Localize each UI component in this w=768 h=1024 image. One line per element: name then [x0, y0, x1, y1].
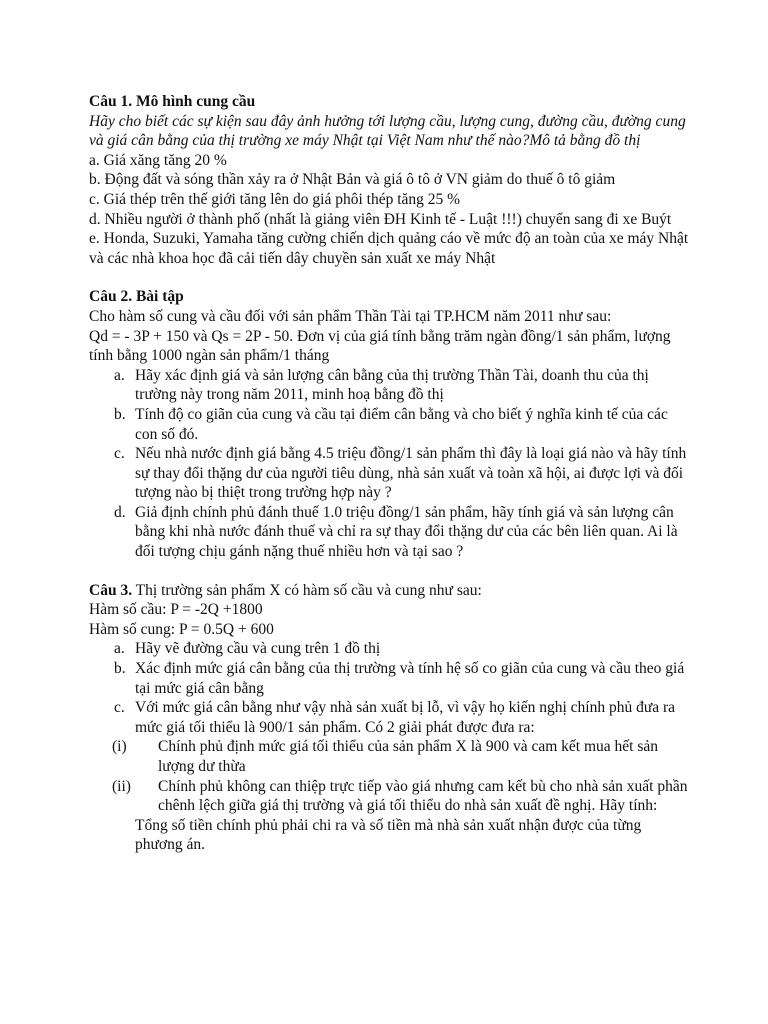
- question-3-closing: Tổng số tiền chính phủ phải chi ra và số tiền mà nhà sản xuất nhận được của từng phương án.: [135, 816, 642, 854]
- supply-function: Hàm số cung: P = 0.5Q + 600: [89, 620, 274, 638]
- question-1-item-c: c. Giá thép trên thế giới tăng lên do giá phôi thép tăng 25 %: [89, 190, 461, 208]
- question-3-item-b: [89, 659, 689, 698]
- question-1-title: Câu 1. Mô hình cung cầu: [89, 93, 256, 110]
- option-text: Chính phủ định mức giá tối thiểu của sản phẩm X là 900 và cam kết mua hết sản lượng dư thừa: [158, 738, 658, 775]
- option-label: (ii): [112, 777, 131, 795]
- question-1-prompt: Hãy cho biết các sự kiện sau đây ảnh hưởng tới lượng cầu, lượng cung, đường cầu, đường cung và giá cân bằng của thị trường xe máy Nhật tại Việt Nam như thế nào?Mô tả bằng đồ thị: [89, 112, 686, 150]
- item-text: Giả định chính phủ đánh thuế 1.0 triệu đồng/1 sản phẩm, hãy tính giá và sản lượng cân bằng khi nhà nước đánh thuế và chỉ ra sự thay đổi thặng dư của các bên liên quan. Ai là đối tượng chịu gánh nặng thuế nhiều hơn và tại sao ?: [135, 503, 678, 561]
- item-text: Xác định mức giá cân bằng của thị trường và tính hệ số co giãn của cung và cầu theo giá tại mức giá cân bằng: [135, 660, 685, 697]
- item-label: b.: [114, 660, 126, 678]
- question-3-option-ii: [89, 777, 689, 816]
- question-2-item-d: [89, 503, 689, 562]
- item-label: a.: [114, 366, 125, 384]
- question-2-item-c: [89, 444, 689, 503]
- question-3: [89, 581, 689, 855]
- question-1-item-b: b. Động đất và sóng thần xảy ra ở Nhật Bản và giá ô tô ở VN giảm do thuế ô tô giảm: [89, 171, 616, 189]
- demand-function: Hàm số cầu: P = -2Q +1800: [89, 601, 263, 619]
- question-1-item-e: e. Honda, Suzuki, Yamaha tăng cường chiến dịch quảng cáo về mức độ an toàn của xe máy Nhật và các nhà khoa học đã cải tiến dây chuyền sản xuất xe máy Nhật: [89, 230, 689, 267]
- question-1-item-a: a. Giá xăng tăng 20 %: [89, 151, 227, 169]
- item-text: Hãy vẽ đường cầu và cung trên 1 đồ thị: [135, 640, 381, 658]
- question-3-item-c: [89, 698, 689, 737]
- question-2-intro-line-2: Qd = - 3P + 150 và Qs = 2P - 50. Đơn vị của giá tính bằng trăm ngàn đồng/1 sản phẩm, lượng tính bằng 1000 ngàn sản phẩm/1 tháng: [89, 327, 671, 365]
- question-1-item-d: d. Nhiều người ở thành phố (nhất là giảng viên ĐH Kinh tế - Luật !!!) chuyển sang đi xe Buýt: [89, 210, 672, 228]
- item-label: a.: [114, 640, 125, 658]
- question-3-heading: [89, 581, 689, 601]
- item-text: Với mức giá cân bằng như vậy nhà sản xuất bị lỗ, vì vậy họ kiến nghị chính phủ đưa ra mức giá tối thiểu là 900/1 sản phẩm. Có 2 giải phát được đưa ra:: [135, 699, 676, 736]
- item-text: Tính độ co giãn của cung và cầu tại điểm cân bằng và cho biết ý nghĩa kinh tế của các con số đó.: [135, 405, 668, 443]
- option-label: (i): [112, 738, 127, 756]
- item-label: c.: [114, 445, 125, 463]
- question-2-intro-line-1: Cho hàm số cung và cầu đối với sản phẩm Thần Tài tại TP.HCM năm 2011 như sau:: [89, 307, 612, 325]
- item-label: c.: [114, 699, 125, 717]
- question-2-title: Câu 2. Bài tập: [89, 288, 184, 306]
- item-label: d.: [114, 503, 126, 521]
- question-3-title: Câu 3.: [89, 581, 133, 599]
- item-label: b.: [114, 405, 126, 423]
- question-2-item-a: [89, 366, 689, 405]
- question-3-item-a: [89, 639, 689, 659]
- item-text: Hãy xác định giá và sản lượng cân bằng của thị trường Thần Tài, doanh thu của thị trường này trong năm 2011, minh hoạ bằng đồ thị: [135, 366, 649, 404]
- document-content: [89, 92, 689, 855]
- question-3-title-rest: Thị trường sản phẩm X có hàm số cầu và cung như sau:: [132, 581, 482, 599]
- question-2: [89, 287, 689, 561]
- question-2-item-b: [89, 405, 689, 444]
- question-3-option-i: [89, 737, 689, 776]
- question-1: [89, 92, 689, 268]
- item-text: Nếu nhà nước định giá bằng 4.5 triệu đồng/1 sản phẩm thì đây là loại giá nào và hãy tính sự thay đổi thặng dư của người tiêu dùng, nhà sản xuất và toàn xã hội, ai được lợi và đối tượng nào bị thiệt trong trường hợp này ?: [135, 445, 687, 502]
- option-text: Chính phủ không can thiệp trực tiếp vào giá nhưng cam kết bù cho nhà sản xuất phần chênh lệch giữa giá thị trường và giá tối thiểu do nhà sản xuất đề nghị. Hãy tính:: [158, 777, 688, 815]
